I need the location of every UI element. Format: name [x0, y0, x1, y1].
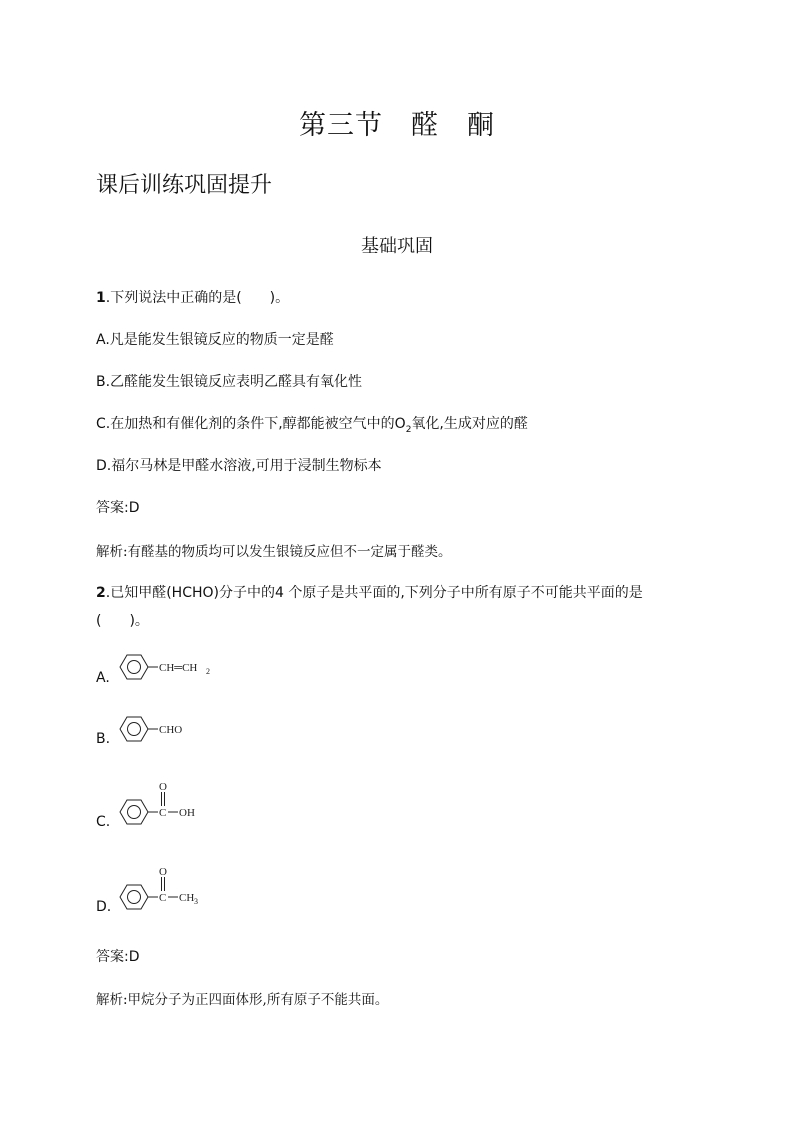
question-1-option-a: A.凡是能发生银镜反应的物质一定是醛 [96, 332, 334, 348]
question-2-explanation: 解析:甲烷分子为正四面体形,所有原子不能共面。 [96, 992, 389, 1008]
svg-text:C: C [159, 892, 167, 904]
svg-text:OH: OH [179, 807, 195, 819]
acetophenone-structure [112, 864, 222, 916]
question-1-stem: 1.下列说法中正确的是( )。 [96, 290, 290, 306]
svg-text:CH═CH: CH═CH [159, 662, 198, 674]
subsection-heading: 基础巩固 [361, 236, 433, 257]
option-d-letter: D. [96, 899, 112, 915]
question-1-option-b: B.乙醛能发生银镜反应表明乙醛具有氧化性 [96, 374, 363, 390]
svg-text:2: 2 [206, 667, 210, 676]
option-a-letter: A. [96, 670, 110, 686]
question-1-option-d: D.福尔马林是甲醛水溶液,可用于浸制生物标本 [96, 458, 382, 474]
question-text: 下列说法中正确的是( )。 [110, 290, 290, 306]
question-1-answer: 答案:D [96, 500, 140, 516]
svg-text:O: O [159, 781, 167, 793]
question-2-stem: 2.已知甲醛(HCHO)分子中的4 个原子是共平面的,下列分子中所有原子不可能共平面的是 [96, 585, 643, 601]
section-heading: 课后训练巩固提升 [96, 173, 273, 198]
question-text: 已知甲醛(HCHO)分子中的4 个原子是共平面的,下列分子中所有原子不可能共平面的是 [110, 585, 643, 601]
question-number: 2 [96, 585, 106, 601]
page-title: 第三节 醛 酮 [299, 110, 495, 141]
question-number: 1 [96, 290, 106, 306]
svg-text:C: C [159, 807, 167, 819]
question-1-option-c: C.在加热和有催化剂的条件下,醇都能被空气中的$O_2$氧化,生成对应的醛 [96, 416, 528, 435]
question-2-answer: 答案:D [96, 949, 140, 965]
benzaldehyde-structure [112, 714, 212, 748]
svg-text:O: O [159, 866, 167, 878]
question-1-explanation: 解析:有醛基的物质均可以发生银镜反应但不一定属于醛类。 [96, 544, 452, 560]
question-2-stem-line2: ( )。 [96, 613, 149, 629]
option-b-letter: B. [96, 731, 111, 747]
svg-text:3: 3 [194, 897, 198, 906]
svg-text:CH: CH [179, 892, 195, 904]
svg-text:CHO: CHO [159, 724, 183, 736]
benzoic-acid-structure [112, 779, 222, 831]
option-c-letter: C. [96, 814, 111, 830]
styrene-structure [112, 652, 232, 686]
